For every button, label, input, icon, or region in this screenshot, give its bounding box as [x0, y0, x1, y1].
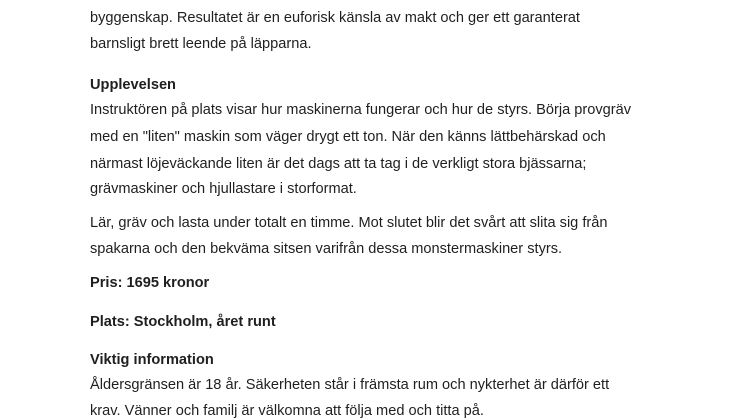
paragraph-line: spakarna och den bekväma sitsen varifrån dessa monstermaskiner styrs.: [90, 241, 563, 257]
paragraph-line: närmast löjeväckande liten är det dags att ta tag i de verkligt stora bjässarna;: [90, 156, 587, 172]
intro-line: byggenskap. Resultatet är en euforisk känsla av makt och ger ett garanterat: [90, 10, 580, 26]
section-heading-experience: Upplevelsen: [90, 77, 176, 93]
paragraph-line: med en "liten" maskin som väger drygt ett ton. När den känns lättbehärskad och: [90, 129, 606, 145]
location-line: Plats: Stockholm, året runt: [90, 314, 276, 330]
info-line: krav. Vänner och familj är välkomna att följa med och titta på.: [90, 403, 484, 419]
intro-line: barnsligt brett leende på läpparna.: [90, 36, 312, 52]
section-heading-info: Viktig information: [90, 352, 214, 368]
info-line: Åldersgränsen är 18 år. Säkerheten står i främsta rum och nykterhet är därför ett: [90, 377, 610, 393]
price-line: Pris: 1695 kronor: [90, 275, 210, 291]
paragraph-line: grävmaskiner och hjullastare i storformat.: [90, 181, 357, 197]
paragraph-line: Instruktören på plats visar hur maskinerna fungerar och hur de styrs. Börja provgräv: [90, 102, 632, 118]
paragraph-line: Lär, gräv och lasta under totalt en timme. Mot slutet blir det svårt att slita sig från: [90, 215, 608, 231]
